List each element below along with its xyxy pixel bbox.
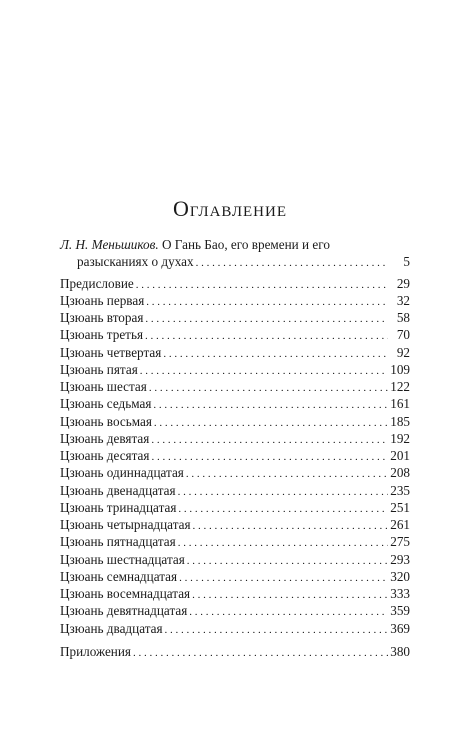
- toc-entry[interactable]: [60, 326, 410, 343]
- toc-leader-dots: [140, 363, 388, 380]
- toc-entry-label: Цзюань вторая: [60, 310, 144, 325]
- toc-entry-label: Цзюань первая: [60, 292, 145, 308]
- toc-entry-label: Цзюань двенадцатая: [60, 482, 176, 498]
- toc-entry[interactable]: [60, 292, 410, 309]
- toc-entry-label: Приложения: [60, 643, 131, 659]
- toc-entry-label: Цзюань тринадцатая: [60, 499, 177, 515]
- toc-leader-dots: [192, 587, 388, 604]
- toc-entry-page: 109: [390, 361, 410, 377]
- toc-entry-label: Цзюань седьмая: [60, 396, 152, 412]
- toc-entry-author: Л. Н. Меньшиков.: [60, 237, 159, 252]
- toc-entry[interactable]: [60, 499, 410, 516]
- toc-entry-page: 201: [390, 448, 410, 463]
- toc-leader-dots: [154, 415, 388, 432]
- toc-entry[interactable]: [60, 533, 410, 550]
- toc-entry-page: 359: [390, 603, 410, 619]
- toc-entry-label: Цзюань четырнадцатая: [60, 517, 191, 532]
- toc-leader-dots: [196, 255, 388, 272]
- toc-leader-dots: [145, 311, 388, 328]
- toc-entry[interactable]: [60, 620, 410, 637]
- toc-entry-page: 293: [390, 551, 410, 567]
- table-of-contents: [60, 236, 410, 660]
- toc-leader-dots: [163, 346, 388, 363]
- toc-entry-label: Цзюань девятнадцатая: [60, 603, 188, 619]
- toc-entry[interactable]: [60, 551, 410, 568]
- toc-entry-label: Цзюань пятнадцатая: [60, 534, 176, 550]
- toc-entry-label: Цзюань десятая: [60, 448, 150, 463]
- toc-entry-appendix[interactable]: [60, 643, 410, 660]
- toc-entry-page: 380: [390, 643, 410, 659]
- toc-leader-dots: [186, 466, 388, 483]
- toc-entry-label: Цзюань третья: [60, 327, 144, 343]
- toc-leader-dots: [178, 535, 388, 552]
- toc-entry-page: 208: [390, 465, 410, 481]
- toc-entry[interactable]: [60, 344, 410, 361]
- toc-entry-label: Цзюань пятая: [60, 361, 138, 377]
- toc-entry[interactable]: [60, 361, 410, 378]
- toc-entry-page: 161: [390, 396, 410, 412]
- toc-entry-page: 29: [396, 275, 410, 291]
- toc-entry-title-part1: О Гань Бао, его времени и его: [158, 237, 330, 252]
- toc-entry-label: Цзюань восемнадцатая: [60, 586, 191, 601]
- toc-entry[interactable]: [60, 585, 410, 602]
- toc-entry[interactable]: [60, 464, 410, 481]
- toc-leader-dots: [151, 432, 388, 449]
- toc-entry-label: Цзюань девятая: [60, 430, 150, 446]
- toc-entry-page: 32: [396, 292, 410, 308]
- toc-entry-page: 275: [390, 534, 410, 550]
- toc-leader-dots: [146, 294, 388, 311]
- toc-entry[interactable]: [60, 395, 410, 412]
- toc-entry-label: разысканиях о духах: [77, 254, 194, 270]
- toc-entry-page: 192: [390, 430, 410, 446]
- toc-entry-label: Предисловие: [60, 275, 134, 291]
- toc-title: Оглавление: [172, 196, 288, 221]
- toc-leader-dots: [153, 397, 388, 414]
- toc-entry-label: Цзюань шестнадцатая: [60, 551, 185, 567]
- toc-entry-page: 235: [390, 482, 410, 498]
- toc-leader-dots: [165, 622, 388, 639]
- toc-leader-dots: [179, 570, 388, 587]
- toc-leader-dots: [178, 501, 388, 518]
- toc-leader-dots: [151, 449, 388, 466]
- toc-entry-page: 70: [396, 327, 410, 343]
- toc-leader-dots: [178, 484, 388, 501]
- toc-entry-page: 58: [396, 310, 410, 325]
- toc-entry[interactable]: [60, 482, 410, 499]
- toc-leader-dots: [145, 328, 388, 345]
- toc-entry-label: Цзюань двадцатая: [60, 620, 163, 636]
- toc-leader-dots: [189, 604, 388, 621]
- toc-entry-page: 320: [390, 568, 410, 584]
- toc-entry[interactable]: [60, 602, 410, 619]
- toc-entry-label: Цзюань четвертая: [60, 344, 162, 360]
- toc-leader-dots: [193, 518, 388, 535]
- toc-entry[interactable]: [60, 447, 410, 464]
- toc-entry[interactable]: [60, 309, 410, 326]
- toc-leader-dots: [149, 380, 388, 397]
- toc-entry[interactable]: [60, 275, 410, 292]
- toc-entry-page: 92: [396, 344, 410, 360]
- toc-entry-page: 369: [390, 620, 410, 636]
- toc-entry-label: Цзюань одиннадцатая: [60, 465, 184, 481]
- toc-entry-essay[interactable]: [60, 253, 410, 270]
- toc-entry-label: Цзюань восьмая: [60, 413, 152, 429]
- toc-entry-label: Цзюань шестая: [60, 379, 147, 394]
- toc-entry-page: 333: [390, 586, 410, 601]
- toc-leader-dots: [187, 553, 388, 570]
- toc-entry-page: 251: [390, 499, 410, 515]
- toc-entry[interactable]: [60, 568, 410, 585]
- toc-leader-dots: [133, 645, 388, 662]
- toc-entry-page: 5: [403, 254, 410, 270]
- toc-entry-page: 185: [390, 413, 410, 429]
- toc-entry-page: 261: [390, 517, 410, 532]
- toc-leader-dots: [136, 277, 388, 294]
- toc-entries-list: [60, 275, 410, 637]
- toc-entry-label: Цзюань семнадцатая: [60, 568, 178, 584]
- toc-entry[interactable]: [60, 516, 410, 533]
- toc-entry[interactable]: [60, 413, 410, 430]
- toc-entry[interactable]: [60, 430, 410, 447]
- toc-entry-preface-author-line: [60, 236, 410, 253]
- toc-entry-page: 122: [390, 379, 410, 394]
- toc-entry[interactable]: [60, 378, 410, 395]
